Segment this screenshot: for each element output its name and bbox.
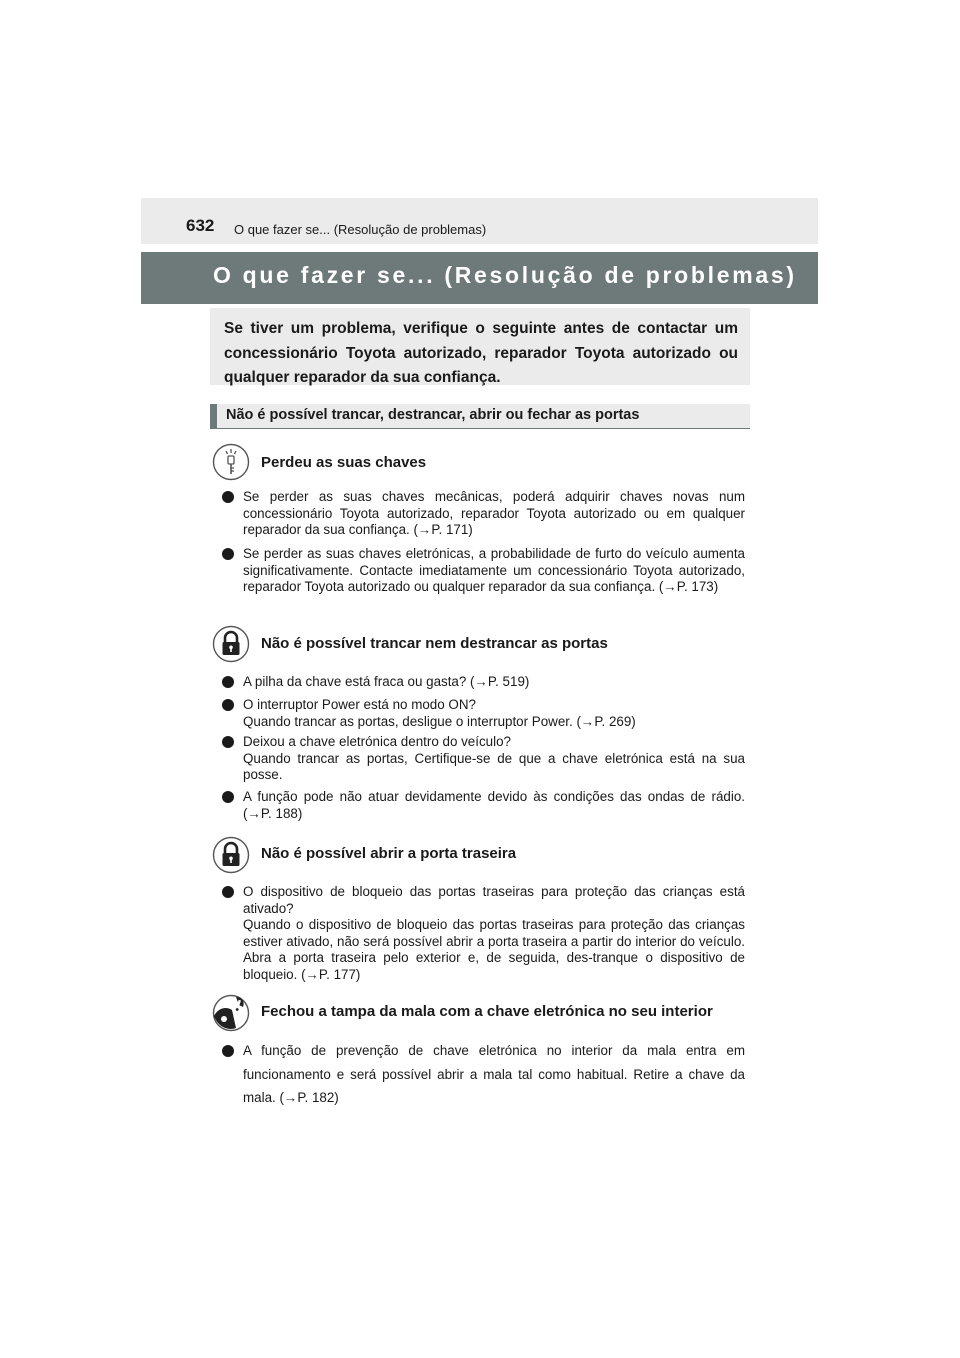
- bullet-icon: [222, 736, 234, 748]
- bullet-icon: [222, 676, 234, 688]
- list-item-text: Se perder as suas chaves mecânicas, poderá adquirir chaves novas num concessionário Toyota autorizado, reparador Toyota autorizado ou em qualquer reparador da sua confiança. (→P. 171): [243, 489, 745, 538]
- running-title: O que fazer se... (Resolução de problemas): [234, 222, 487, 237]
- list-item: [222, 489, 745, 539]
- list-item-text: A função de prevenção de chave eletrónica no interior da mala entra em funcionamento e será possível abrir a mala tal como habitual. Retire a chave da mala. (→P. 182): [243, 1043, 745, 1105]
- list-item: [222, 1039, 745, 1110]
- bullet-icon: [222, 1045, 234, 1057]
- list-item: [222, 734, 745, 784]
- list-item-text: Quando trancar as portas, desligue o interruptor Power. (→P. 269): [243, 713, 636, 729]
- list-item: [222, 546, 745, 596]
- list-item-text: Quando trancar as portas, Certifique-se de que a chave eletrónica está na sua posse.: [243, 750, 745, 783]
- list-item: [222, 674, 745, 691]
- bullet-icon: [222, 548, 234, 560]
- header-band: [141, 198, 818, 244]
- list-item: [222, 789, 745, 822]
- subsection-heading: Perdeu as suas chaves: [261, 454, 427, 471]
- list-item: [222, 884, 745, 984]
- padlock-icon: [212, 836, 250, 874]
- subsection-heading: Não é possível trancar nem destrancar as portas: [261, 635, 608, 652]
- section-header: Não é possível trancar, destrancar, abrir ou fechar as portas: [210, 404, 750, 429]
- bullet-icon: [222, 791, 234, 803]
- list-item-text: A função pode não atuar devidamente devido às condições das ondas de rádio. (→P. 188): [243, 789, 745, 821]
- page-number: 632: [186, 216, 215, 235]
- list-item-text: O interruptor Power está no modo ON?: [243, 697, 476, 712]
- padlock-icon: [212, 625, 250, 663]
- list-item-text: Deixou a chave eletrónica dentro do veículo?: [243, 734, 511, 749]
- bullet-icon: [222, 491, 234, 503]
- key-icon: [212, 443, 250, 481]
- list-item-text: O dispositivo de bloqueio das portas traseiras para proteção das crianças está ativado?: [243, 884, 745, 916]
- intro-box: Se tiver um problema, verifique o seguinte antes de contactar um concessionário Toyota autorizado, reparador Toyota autorizado ou qualquer reparador da sua confiança.: [210, 308, 750, 385]
- bullet-icon: [222, 699, 234, 711]
- subsection-heading: Não é possível abrir a porta traseira: [261, 845, 517, 862]
- trunk-key-warning-icon: [212, 994, 250, 1032]
- bullet-icon: [222, 886, 234, 898]
- list-item-text: A pilha da chave está fraca ou gasta? (→P. 519): [243, 674, 530, 689]
- list-item-text: Se perder as suas chaves eletrónicas, a probabilidade de furto do veículo aumenta significativamente. Contacte imediatamente um concessionário Toyota autorizado, reparador Toyota autorizado ou qualquer reparador da sua confiança. (→P. 173): [243, 546, 745, 595]
- list-item-text: Quando o dispositivo de bloqueio das portas traseiras para proteção das crianças estiver ativado, não será possível abrir a porta traseira a partir do interior do veículo. Abra a porta traseira pelo exterior e, de seguida, des-tranque o dispositivo de bloqueio. (→P. 177): [243, 917, 745, 982]
- page-title: O que fazer se... (Resolução de problemas): [213, 262, 797, 288]
- list-item: [222, 697, 745, 730]
- subsection-heading: Fechou a tampa da mala com a chave eletrónica no seu interior: [261, 1003, 713, 1020]
